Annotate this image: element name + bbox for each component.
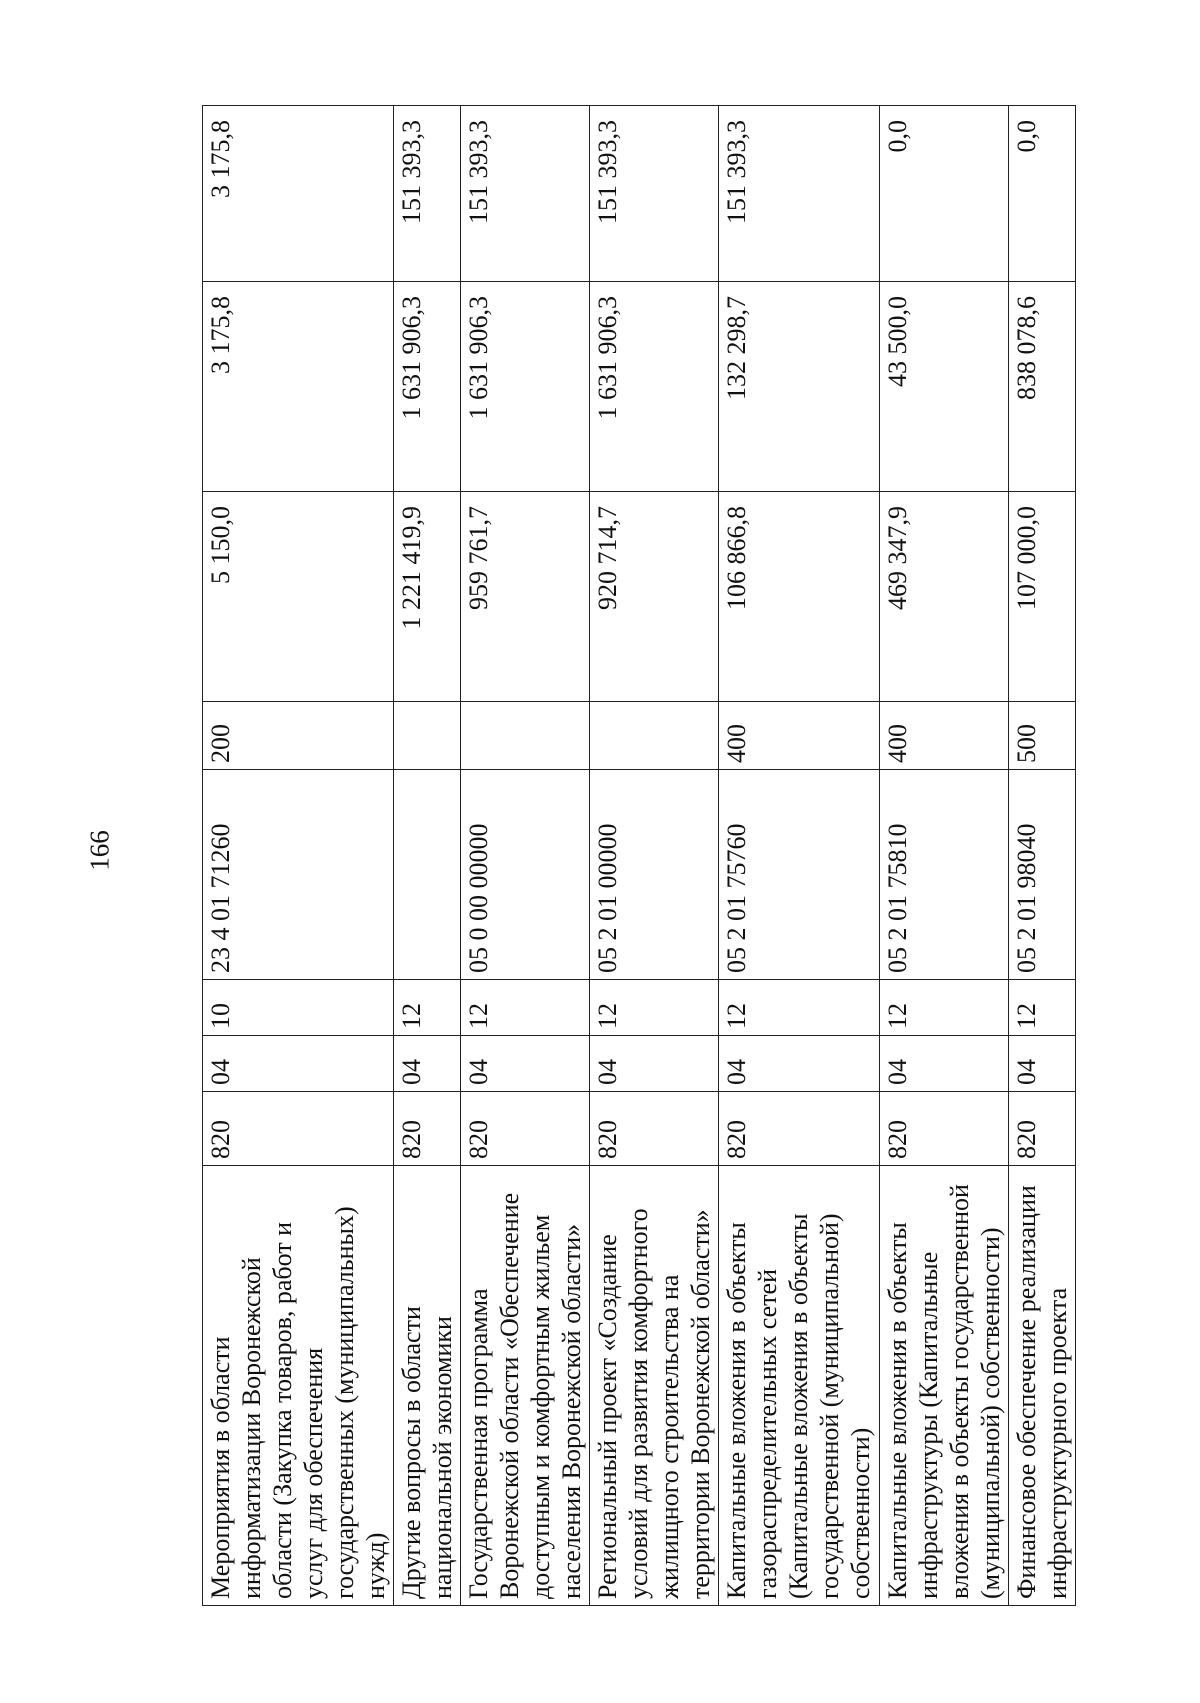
year3-amount-cell: 151 393,3 (394, 106, 461, 282)
budget-table-container (202, 106, 1102, 1606)
year3-amount-cell: 151 393,3 (719, 106, 880, 282)
vedom-cell: 820 (1009, 1092, 1076, 1166)
pr-cell: 12 (394, 980, 461, 1036)
vr-cell (590, 702, 719, 770)
csr-cell (394, 770, 461, 980)
rz-cell: 04 (590, 1036, 719, 1092)
year3-amount-cell: 151 393,3 (461, 106, 590, 282)
vr-cell: 400 (719, 702, 880, 770)
vedom-cell: 820 (461, 1092, 590, 1166)
rz-cell: 04 (203, 1036, 394, 1092)
row-name-cell: Мероприятия в области информатизации Воронежской области (Закупка товаров, работ и услуг для обеспечения государственных (муниципальных) нужд) (203, 1166, 394, 1606)
year2-amount-cell: 132 298,7 (719, 282, 880, 492)
vr-cell: 200 (203, 702, 394, 770)
pr-cell: 12 (590, 980, 719, 1036)
table-row (719, 106, 880, 1606)
vr-cell (461, 702, 590, 770)
year1-amount-cell: 107 000,0 (1009, 492, 1076, 702)
pr-cell: 12 (1009, 980, 1076, 1036)
csr-cell: 23 4 01 71260 (203, 770, 394, 980)
csr-cell: 05 0 00 00000 (461, 770, 590, 980)
table-row (394, 106, 461, 1606)
row-name-cell: Региональный проект «Создание условий для развития комфортного жилищного строительства на территории Воронежской области» (590, 1166, 719, 1606)
vedom-cell: 820 (880, 1092, 1009, 1166)
year2-amount-cell: 1 631 906,3 (590, 282, 719, 492)
year1-amount-cell: 469 347,9 (880, 492, 1009, 702)
row-name-cell: Другие вопросы в области национальной экономики (394, 1166, 461, 1606)
year2-amount-cell: 1 631 906,3 (394, 282, 461, 492)
year3-amount-cell: 151 393,3 (590, 106, 719, 282)
year1-amount-cell: 920 714,7 (590, 492, 719, 702)
pr-cell: 10 (203, 980, 394, 1036)
table-row (461, 106, 590, 1606)
vedom-cell: 820 (719, 1092, 880, 1166)
rz-cell: 04 (394, 1036, 461, 1092)
csr-cell: 05 2 01 98040 (1009, 770, 1076, 980)
pr-cell: 12 (461, 980, 590, 1036)
rz-cell: 04 (719, 1036, 880, 1092)
budget-table (202, 105, 1076, 1606)
csr-cell: 05 2 01 75760 (719, 770, 880, 980)
year2-amount-cell: 43 500,0 (880, 282, 1009, 492)
csr-cell: 05 2 01 75810 (880, 770, 1009, 980)
row-name-cell: Финансовое обеспечение реализации инфраструктурного проекта (1009, 1166, 1076, 1606)
rz-cell: 04 (461, 1036, 590, 1092)
row-name-cell: Капитальные вложения в объекты газораспределительных сетей (Капитальные вложения в объекты государственной (муниципальной) собственности) (719, 1166, 880, 1606)
row-name-cell: Государственная программа Воронежской области «Обеспечение доступным и комфортным жильем населения Воронежской области» (461, 1166, 590, 1606)
vr-cell (394, 702, 461, 770)
year2-amount-cell: 838 078,6 (1009, 282, 1076, 492)
vr-cell: 400 (880, 702, 1009, 770)
year3-amount-cell: 0,0 (1009, 106, 1076, 282)
pr-cell: 12 (719, 980, 880, 1036)
year3-amount-cell: 3 175,8 (203, 106, 394, 282)
table-row (203, 106, 394, 1606)
vr-cell: 500 (1009, 702, 1076, 770)
rz-cell: 04 (880, 1036, 1009, 1092)
vedom-cell: 820 (203, 1092, 394, 1166)
year1-amount-cell: 1 221 419,9 (394, 492, 461, 702)
page-number: 166 (84, 830, 115, 871)
table-row (1009, 106, 1076, 1606)
rz-cell: 04 (1009, 1036, 1076, 1092)
year3-amount-cell: 0,0 (880, 106, 1009, 282)
table-row (880, 106, 1009, 1606)
year2-amount-cell: 1 631 906,3 (461, 282, 590, 492)
year2-amount-cell: 3 175,8 (203, 282, 394, 492)
vedom-cell: 820 (590, 1092, 719, 1166)
year1-amount-cell: 106 866,8 (719, 492, 880, 702)
table-row (590, 106, 719, 1606)
row-name-cell: Капитальные вложения в объекты инфраструктуры (Капитальные вложения в объекты государственной (муниципальной) собственности) (880, 1166, 1009, 1606)
year1-amount-cell: 959 761,7 (461, 492, 590, 702)
pr-cell: 12 (880, 980, 1009, 1036)
vedom-cell: 820 (394, 1092, 461, 1166)
csr-cell: 05 2 01 00000 (590, 770, 719, 980)
year1-amount-cell: 5 150,0 (203, 492, 394, 702)
